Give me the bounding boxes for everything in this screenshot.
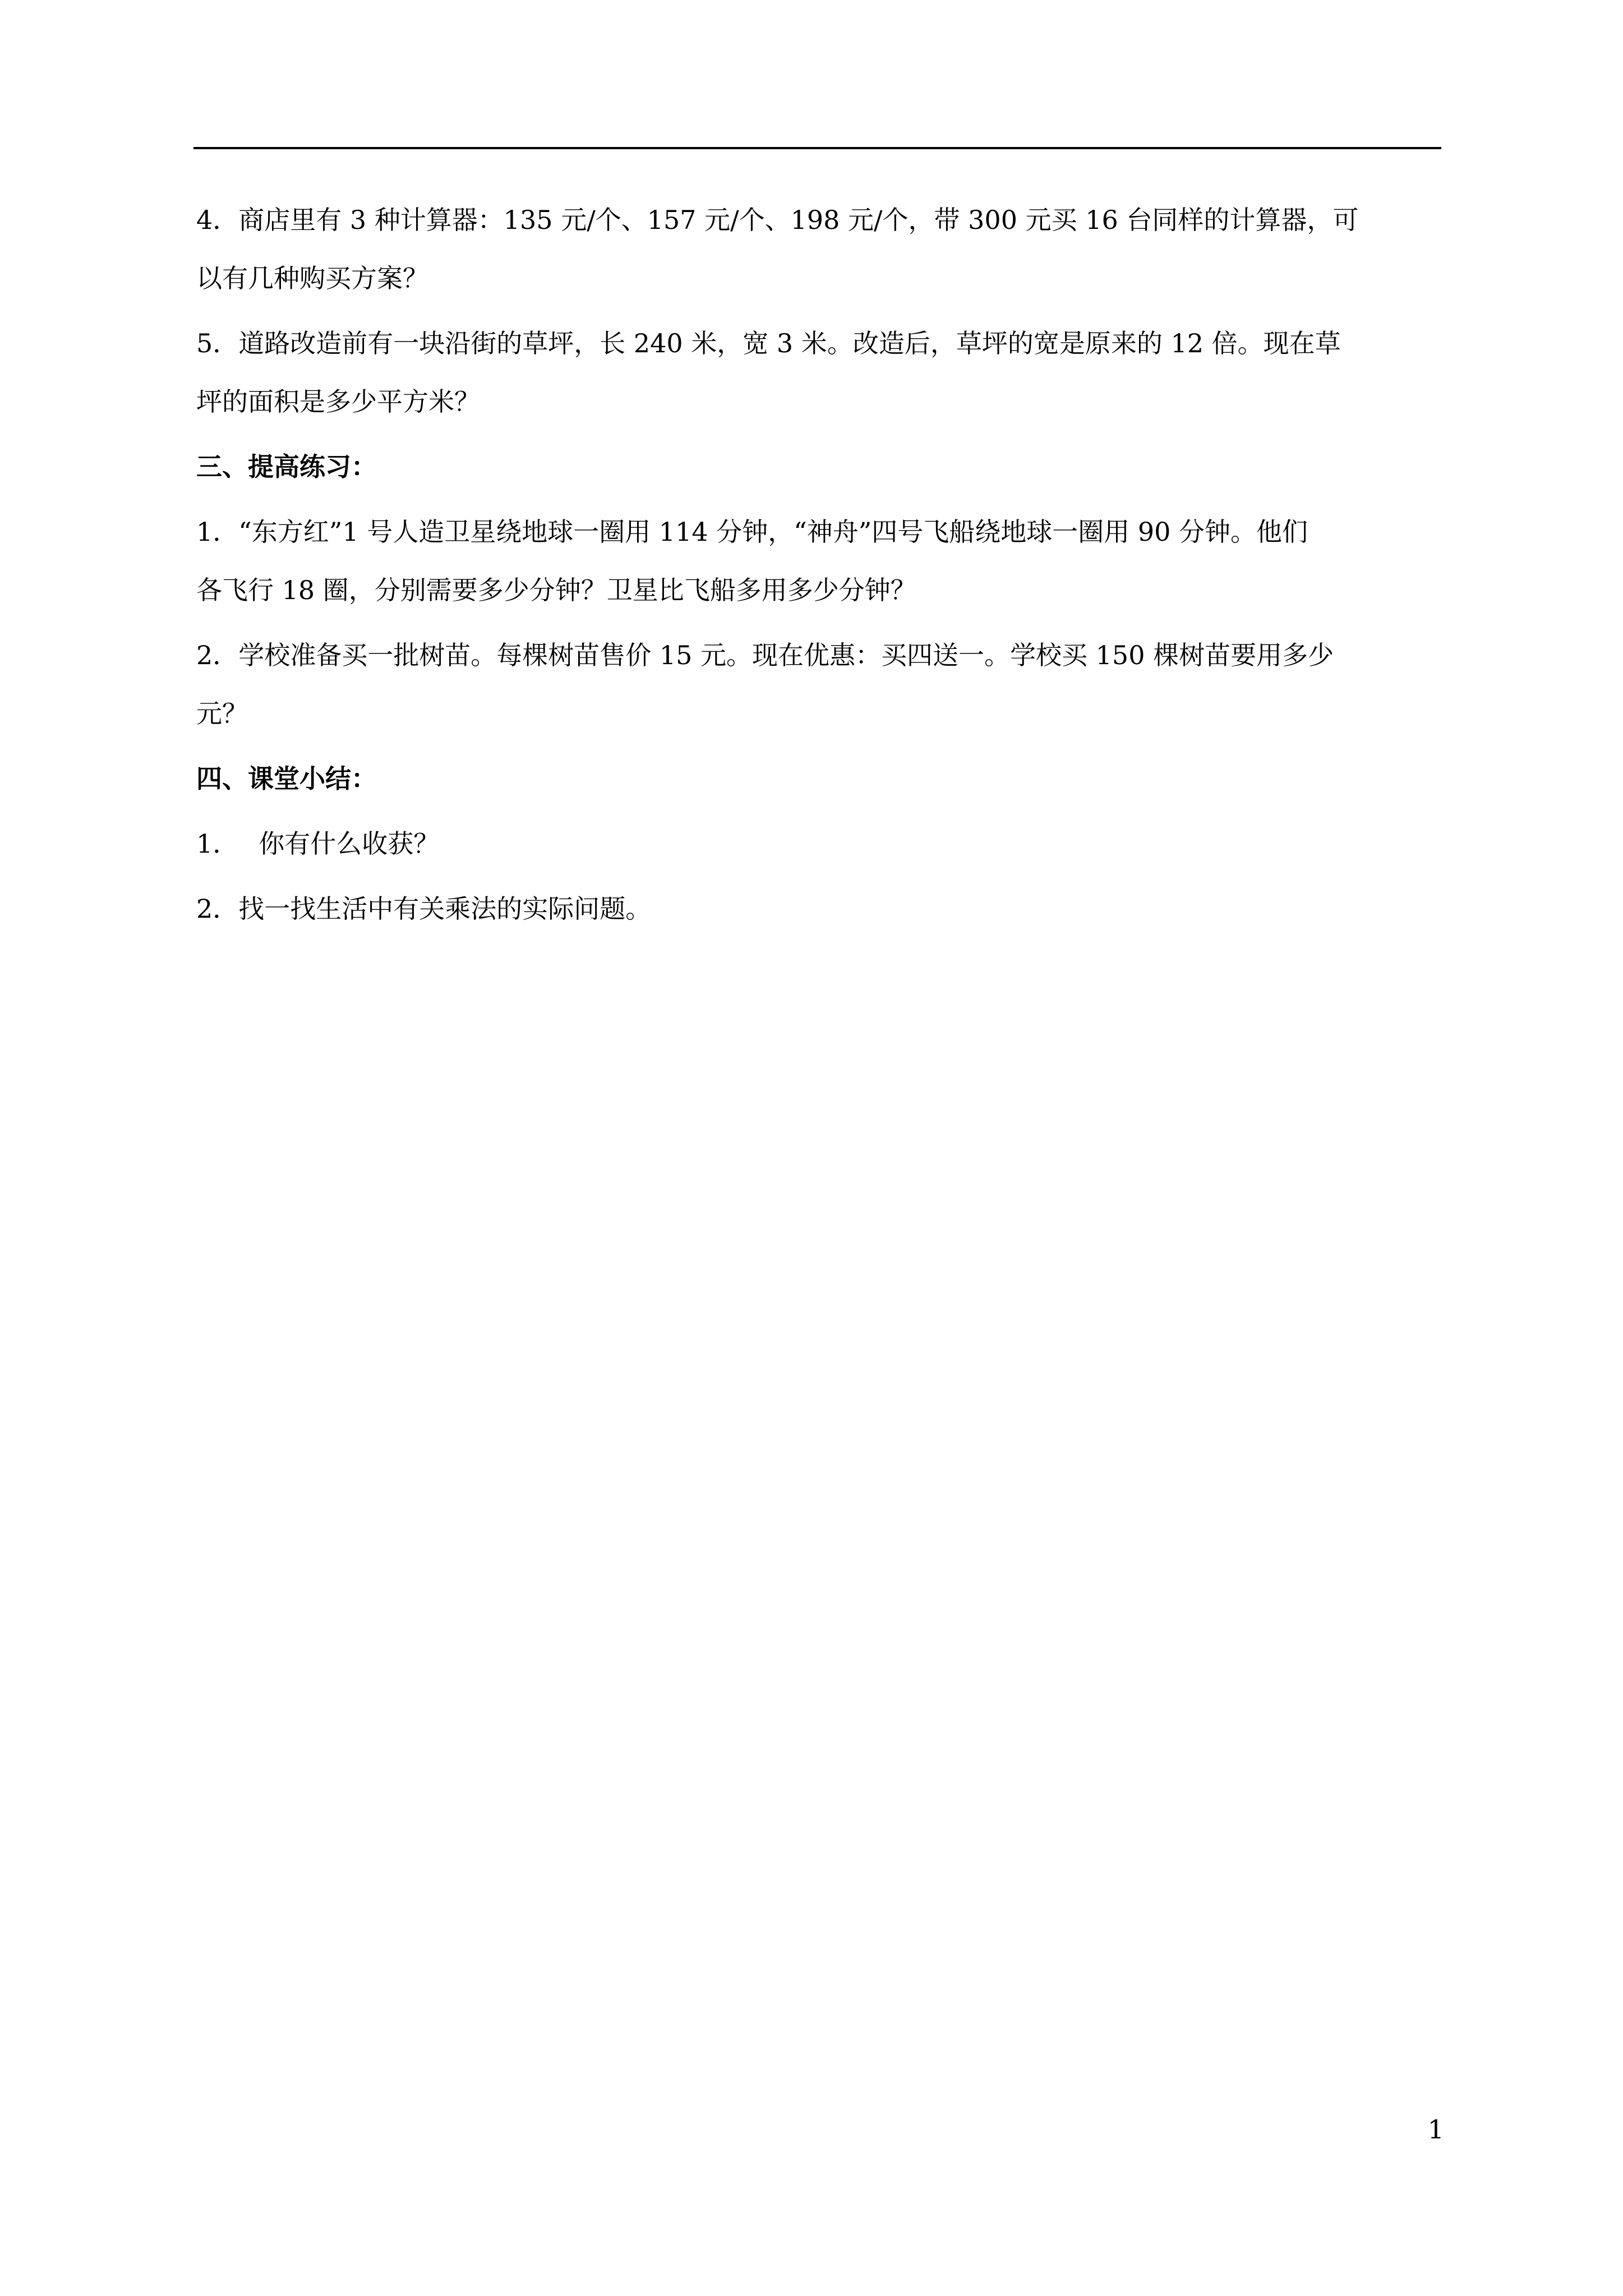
section-3-item-2-line-1: 2．学校准备买一批树苗。每棵树苗售价 15 元。现在优惠：买四送一。学校买 150 棵树苗要用多少 — [196, 640, 1334, 670]
section-3-item-2-line-2: 元？ — [196, 698, 248, 729]
section-4-item-2: 2．找一找生活中有关乘法的实际问题。 — [196, 894, 652, 924]
section-4-item-1 — [196, 826, 1441, 862]
page-number: 1 — [1427, 2114, 1444, 2145]
problem-5-line-2: 坪的面积是多少平方米？ — [196, 386, 480, 417]
section-3-item-1-line-1: 1．“东方红”1 号人造卫星绕地球一圈用 114 分钟，“神舟”四号飞船绕地球一圈用 90 分钟。他们 — [196, 517, 1308, 547]
problem-4-line-2: 以有几种购买方案？ — [196, 263, 428, 293]
header-rule — [193, 147, 1441, 149]
section-3-item-1-line-2: 各飞行 18 圈，分别需要多少分钟？卫星比飞船多用多少分钟？ — [196, 575, 916, 605]
document-body — [196, 202, 1441, 927]
problem-5-line-1: 5．道路改造前有一块沿街的草坪，长 240 米，宽 3 米。改造后，草坪的宽是原来的 12 倍。现在草 — [196, 328, 1341, 358]
section-4-heading: 四、课堂小结： — [196, 763, 377, 794]
section-3-heading: 三、提高练习： — [196, 452, 377, 482]
section-4-item-1-text: 你有什么收获？ — [259, 829, 440, 859]
problem-4-line-1: 4．商店里有 3 种计算器：135 元/个、157 元/个、198 元/个，带 300 元买 16 台同样的计算器，可 — [196, 205, 1359, 235]
section-4-item-1-number: 1． — [196, 829, 239, 859]
